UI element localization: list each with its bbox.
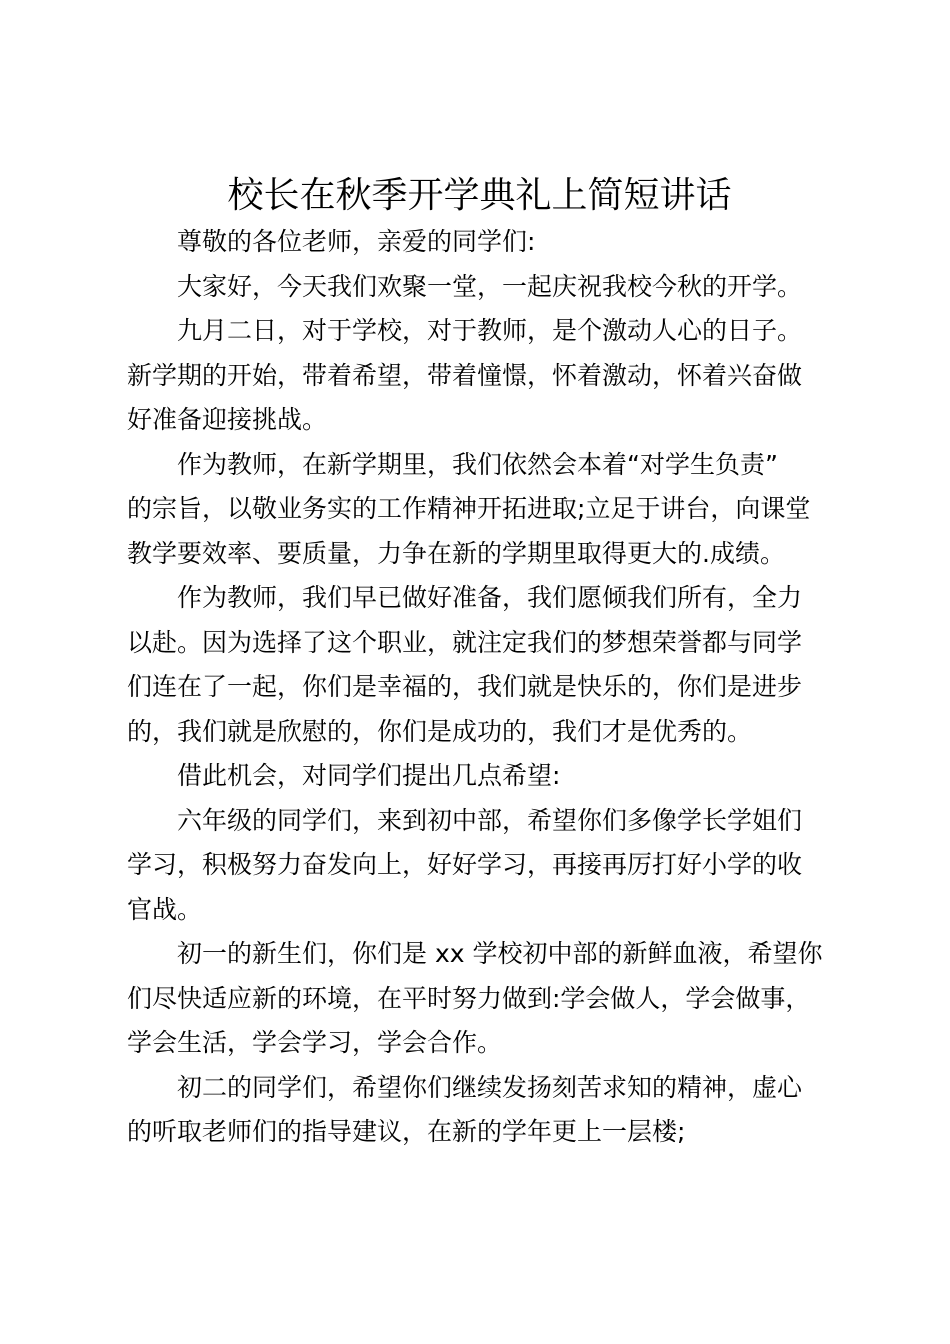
text-line: 的听取老师们的指导建议，在新的学年更上一层楼; bbox=[127, 1117, 686, 1146]
document-page bbox=[127, 172, 832, 1155]
text-line: 六年级的同学们，来到初中部，希望你们多像学长学姐们 bbox=[177, 805, 803, 835]
text-line: 以赴。因为选择了这个职业，就注定我们的梦想荣誉都与同学 bbox=[127, 627, 803, 657]
text-line: 初二的同学们，希望你们继续发扬刻苦求知的精神，虚心 bbox=[177, 1072, 803, 1102]
text-line: 借此机会，对同学们提出几点希望: bbox=[177, 761, 561, 790]
paragraph bbox=[127, 754, 832, 799]
paragraph bbox=[127, 932, 832, 1066]
text-line: 尊敬的各位老师，亲爱的同学们: bbox=[177, 227, 536, 256]
paragraph bbox=[127, 265, 832, 310]
text-line: 好准备迎接挑战。 bbox=[127, 405, 328, 434]
text-line: 新学期的开始，带着希望，带着憧憬，怀着激动，怀着兴奋做 bbox=[127, 360, 803, 390]
document-title: 校长在秋季开学典礼上简短讲话 bbox=[227, 175, 732, 216]
paragraph bbox=[127, 576, 832, 754]
text-line: 初一的新生们，你们是 xx 学校初中部的新鲜血液，希望你 bbox=[177, 939, 823, 968]
text-line: 官战。 bbox=[127, 894, 203, 924]
paragraph bbox=[127, 799, 832, 933]
text-line: 学会生活，学会学习，学会合作。 bbox=[127, 1028, 503, 1057]
paragraph bbox=[127, 1066, 832, 1155]
text-line: 作为教师，我们早已做好准备，我们愿倾我们所有，全力 bbox=[177, 583, 803, 612]
paragraph bbox=[127, 443, 832, 577]
text-line: 九月二日，对于学校，对于教师，是个激动人心的日子。 bbox=[177, 316, 803, 345]
text-line: 教学要效率、要质量，力争在新的学期里取得更大的.成绩。 bbox=[127, 538, 785, 568]
text-line: 学习，积极努力奋发向上，好好学习，再接再厉打好小学的收 bbox=[127, 850, 803, 879]
paragraph bbox=[127, 220, 832, 265]
text-line: 作为教师，在新学期里，我们依然会本着“对学生负责” bbox=[177, 449, 778, 479]
text-line: 的，我们就是欣慰的，你们是成功的，我们才是优秀的。 bbox=[127, 716, 753, 746]
text-line: 们连在了一起，你们是幸福的，我们就是快乐的，你们是进步 bbox=[127, 672, 803, 701]
text-line: 大家好，今天我们欢聚一堂，一起庆祝我校今秋的开学。 bbox=[177, 271, 803, 301]
paragraph bbox=[127, 309, 832, 443]
text-line: 的宗旨，以敬业务实的工作精神开拓进取;立足于讲台，向课堂 bbox=[127, 494, 811, 523]
text-line: 们尽快适应新的环境，在平时努力做到:学会做人，学会做事， bbox=[127, 983, 811, 1013]
document-body bbox=[127, 220, 832, 1155]
